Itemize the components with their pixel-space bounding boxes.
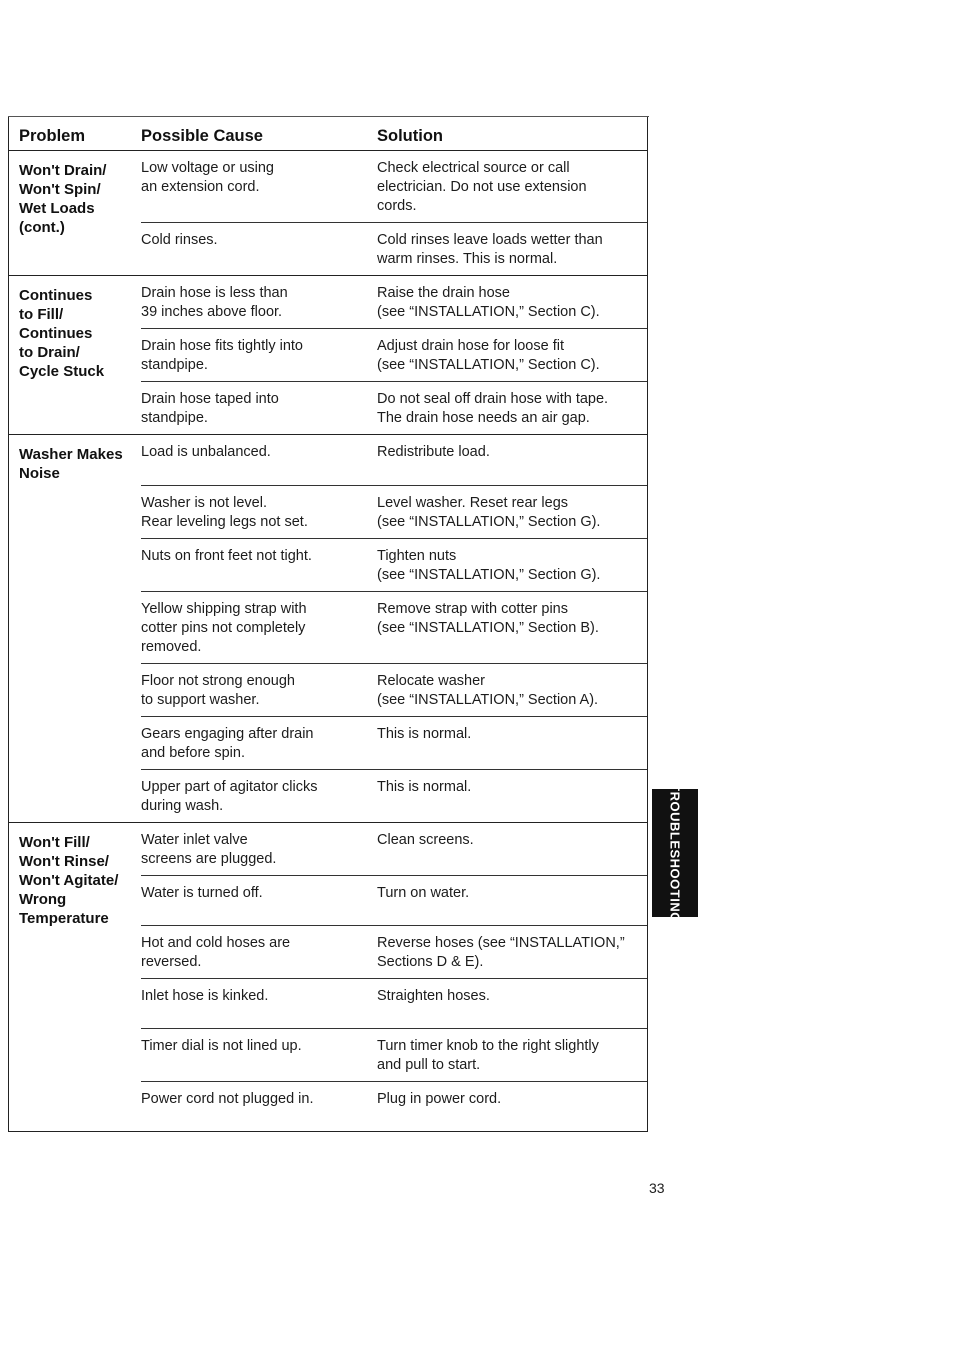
table-row <box>141 875 647 925</box>
solution-cell: Raise the drain hose (see “INSTALLATION,” Section C). <box>377 285 600 320</box>
possible-cause-cell: Upper part of agitator clicks during wash. <box>141 779 318 814</box>
solution-cell: Relocate washer (see “INSTALLATION,” Section A). <box>377 673 599 708</box>
problem-group <box>9 151 647 276</box>
header-possible-cause: Possible Cause <box>141 127 263 145</box>
table-row <box>141 663 647 716</box>
solution-cell: Turn timer knob to the right slightly and pull to start. <box>377 1038 599 1073</box>
possible-cause-cell: Cold rinses. <box>141 232 218 248</box>
table-row <box>141 1081 647 1131</box>
solution-cell: Tighten nuts (see “INSTALLATION,” Section G). <box>377 548 601 583</box>
possible-cause-cell: Low voltage or using an extension cord. <box>141 160 274 195</box>
troubleshooting-table <box>8 116 648 1132</box>
possible-cause-cell: Power cord not plugged in. <box>141 1091 314 1107</box>
possible-cause-cell: Hot and cold hoses are reversed. <box>141 935 291 970</box>
table-row <box>141 222 647 275</box>
solution-cell: Plug in power cord. <box>377 1091 502 1107</box>
table-row <box>141 151 647 222</box>
solution-cell: Reverse hoses (see “INSTALLATION,” Sections D & E). <box>377 935 625 970</box>
table-row <box>141 978 647 1028</box>
possible-cause-cell: Drain hose taped into standpipe. <box>141 391 279 426</box>
problem-label: Washer Makes Noise <box>19 446 123 482</box>
possible-cause-cell: Timer dial is not lined up. <box>141 1038 302 1054</box>
table-row <box>141 925 647 978</box>
possible-cause-cell: Gears engaging after drain and before spin. <box>141 726 314 761</box>
solution-cell: Remove strap with cotter pins (see “INSTALLATION,” Section B). <box>377 601 599 636</box>
solution-cell: Cold rinses leave loads wetter than warm rinses. This is normal. <box>377 232 603 267</box>
solution-cell: Redistribute load. <box>377 444 490 460</box>
possible-cause-cell: Drain hose is less than 39 inches above floor. <box>141 285 288 320</box>
table-row <box>141 328 647 381</box>
section-tab-label: TROUBLESHOOTING <box>667 783 683 923</box>
table-row <box>141 276 647 328</box>
problem-label: Won't Drain/ Won't Spin/ Wet Loads (cont.) <box>19 162 107 236</box>
header-problem: Problem <box>19 127 86 145</box>
solution-cell: Clean screens. <box>377 832 474 848</box>
solution-cell: Check electrical source or call electrician. Do not use extension cords. <box>377 160 587 214</box>
table-row <box>141 716 647 769</box>
possible-cause-cell: Water is turned off. <box>141 885 263 901</box>
table-row <box>141 485 647 538</box>
table-header <box>9 116 647 151</box>
table-row <box>141 381 647 434</box>
possible-cause-cell: Water inlet valve screens are plugged. <box>141 832 277 867</box>
possible-cause-cell: Inlet hose is kinked. <box>141 988 269 1004</box>
section-tab <box>652 783 698 923</box>
problem-label: Won't Fill/ Won't Rinse/ Won't Agitate/ Wrong Temperature <box>19 834 119 927</box>
possible-cause-cell: Washer is not level. Rear leveling legs not set. <box>141 495 308 530</box>
problem-group <box>9 435 647 823</box>
solution-cell: Turn on water. <box>377 885 470 901</box>
possible-cause-cell: Nuts on front feet not tight. <box>141 548 312 564</box>
possible-cause-cell: Floor not strong enough to support washer. <box>141 673 295 708</box>
solution-cell: Adjust drain hose for loose fit (see “INSTALLATION,” Section C). <box>377 338 600 373</box>
table-row <box>141 1028 647 1081</box>
table-body <box>9 151 647 1131</box>
table-row <box>141 769 647 822</box>
problem-label: Continues to Fill/ Continues to Drain/ Cycle Stuck <box>19 287 105 380</box>
solution-cell: Straighten hoses. <box>377 988 490 1004</box>
possible-cause-cell: Yellow shipping strap with cotter pins not completely removed. <box>141 601 307 655</box>
problem-group <box>9 823 647 1131</box>
solution-cell: Do not seal off drain hose with tape. The drain hose needs an air gap. <box>377 391 609 426</box>
solution-cell: This is normal. <box>377 779 472 795</box>
header-solution: Solution <box>377 127 443 145</box>
table-row <box>141 538 647 591</box>
possible-cause-cell: Load is unbalanced. <box>141 444 271 460</box>
possible-cause-cell: Drain hose fits tightly into standpipe. <box>141 338 303 373</box>
table-row <box>141 435 647 485</box>
page-number: 33 <box>649 1180 665 1196</box>
solution-cell: This is normal. <box>377 726 472 742</box>
solution-cell: Level washer. Reset rear legs (see “INSTALLATION,” Section G). <box>377 495 601 530</box>
table-row <box>141 823 647 875</box>
problem-group <box>9 276 647 435</box>
table-row <box>141 591 647 663</box>
